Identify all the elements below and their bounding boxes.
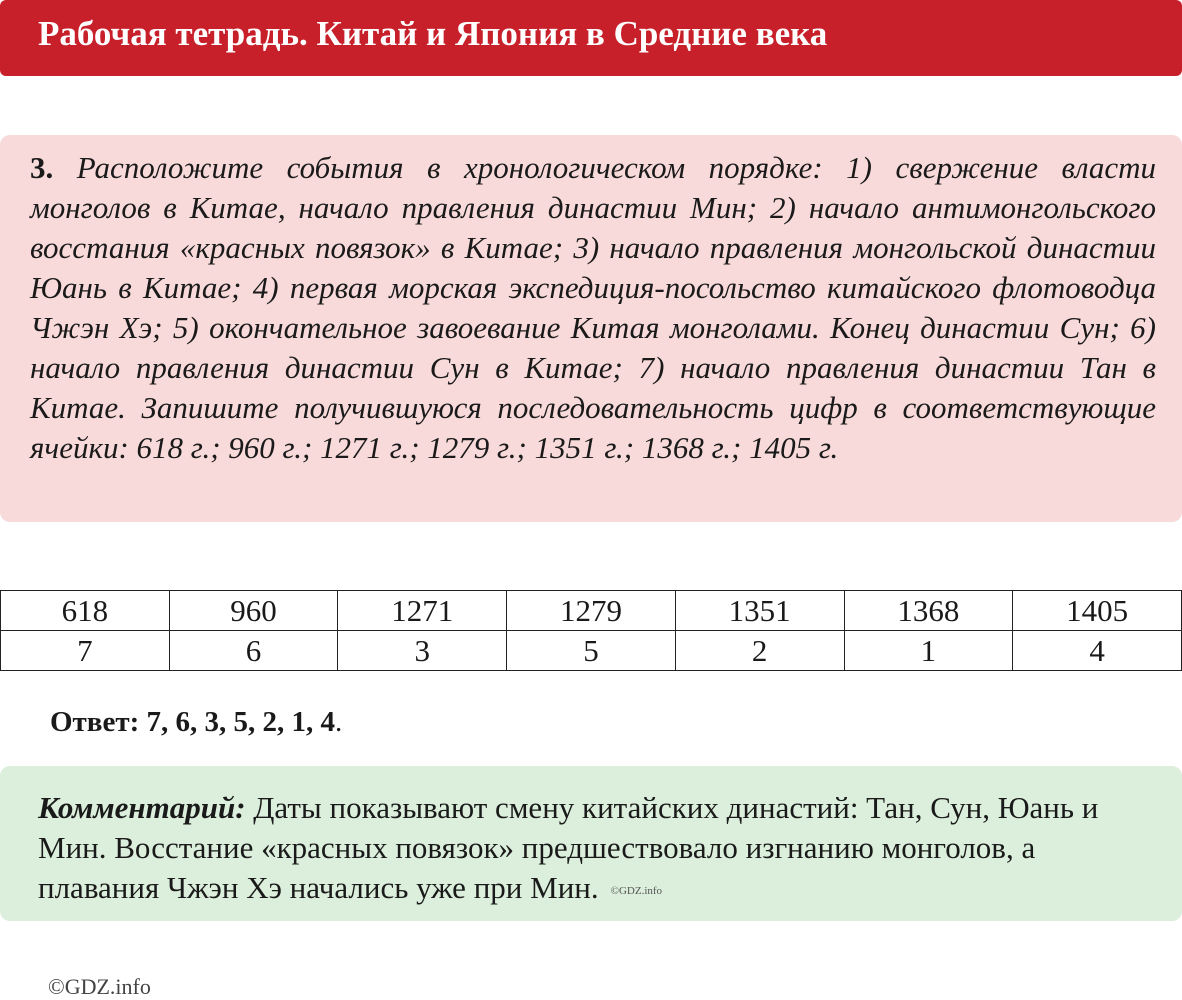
event-cell: 3 bbox=[338, 631, 507, 671]
years-row bbox=[1, 591, 1182, 631]
comment-copyright: ©GDZ.info bbox=[610, 884, 663, 897]
event-cell: 5 bbox=[507, 631, 676, 671]
year-cell: 1368 bbox=[844, 591, 1013, 631]
event-cell: 1 bbox=[844, 631, 1013, 671]
answer-period: . bbox=[335, 706, 343, 738]
task-number: 3. bbox=[30, 150, 54, 185]
answer-line bbox=[50, 706, 342, 739]
task-instructions: Расположите события в хронологическом порядке: 1) свержение власти монголов в Китае, начало правления династии Мин; 2) начало антимонгольского восстания «красных повязок» в Китае; 3) начало правления монгольской династии Юань в Китае; 4) первая морская экспедиция-посольство китайского флотоводца Чжэн Хэ; 5) окончательное завоевание Китая монголами. Конец династии Сун; 6) начало правления династии Сун в Китае; 7) начало правления династии Тан в Китае. Запишите получившуюся последовательность цифр в соответствующие ячейки: 618 г.; 960 г.; 1271 г.; 1279 г.; 1351 г.; 1368 г.; 1405 г. bbox=[30, 150, 1156, 465]
task-text bbox=[30, 148, 1156, 468]
year-cell: 960 bbox=[169, 591, 338, 631]
year-cell: 1279 bbox=[507, 591, 676, 631]
event-cell: 6 bbox=[169, 631, 338, 671]
event-cell: 2 bbox=[675, 631, 844, 671]
event-cell: 7 bbox=[1, 631, 170, 671]
comment-body: Даты показывают смену китайских династий: Тан, Сун, Юань и Мин. Восстание «красных повязок» предшествовало изгнанию монголов, а плавания Чжэн Хэ начались уже при Мин. bbox=[38, 790, 1099, 905]
year-cell: 1405 bbox=[1013, 591, 1182, 631]
comment-text bbox=[38, 788, 1150, 911]
year-cell: 1271 bbox=[338, 591, 507, 631]
page-header bbox=[0, 0, 1182, 76]
answer-value: 7, 6, 3, 5, 2, 1, 4 bbox=[146, 706, 335, 738]
answer-table bbox=[0, 590, 1182, 671]
comment-label: Комментарий: bbox=[38, 790, 246, 825]
year-cell: 1351 bbox=[675, 591, 844, 631]
year-cell: 618 bbox=[1, 591, 170, 631]
answer-label: Ответ: bbox=[50, 706, 140, 738]
events-row bbox=[1, 631, 1182, 671]
page-title: Рабочая тетрадь. Китай и Япония в Средние века bbox=[38, 14, 828, 53]
footer-copyright: ©GDZ.info bbox=[48, 974, 151, 999]
event-cell: 4 bbox=[1013, 631, 1182, 671]
